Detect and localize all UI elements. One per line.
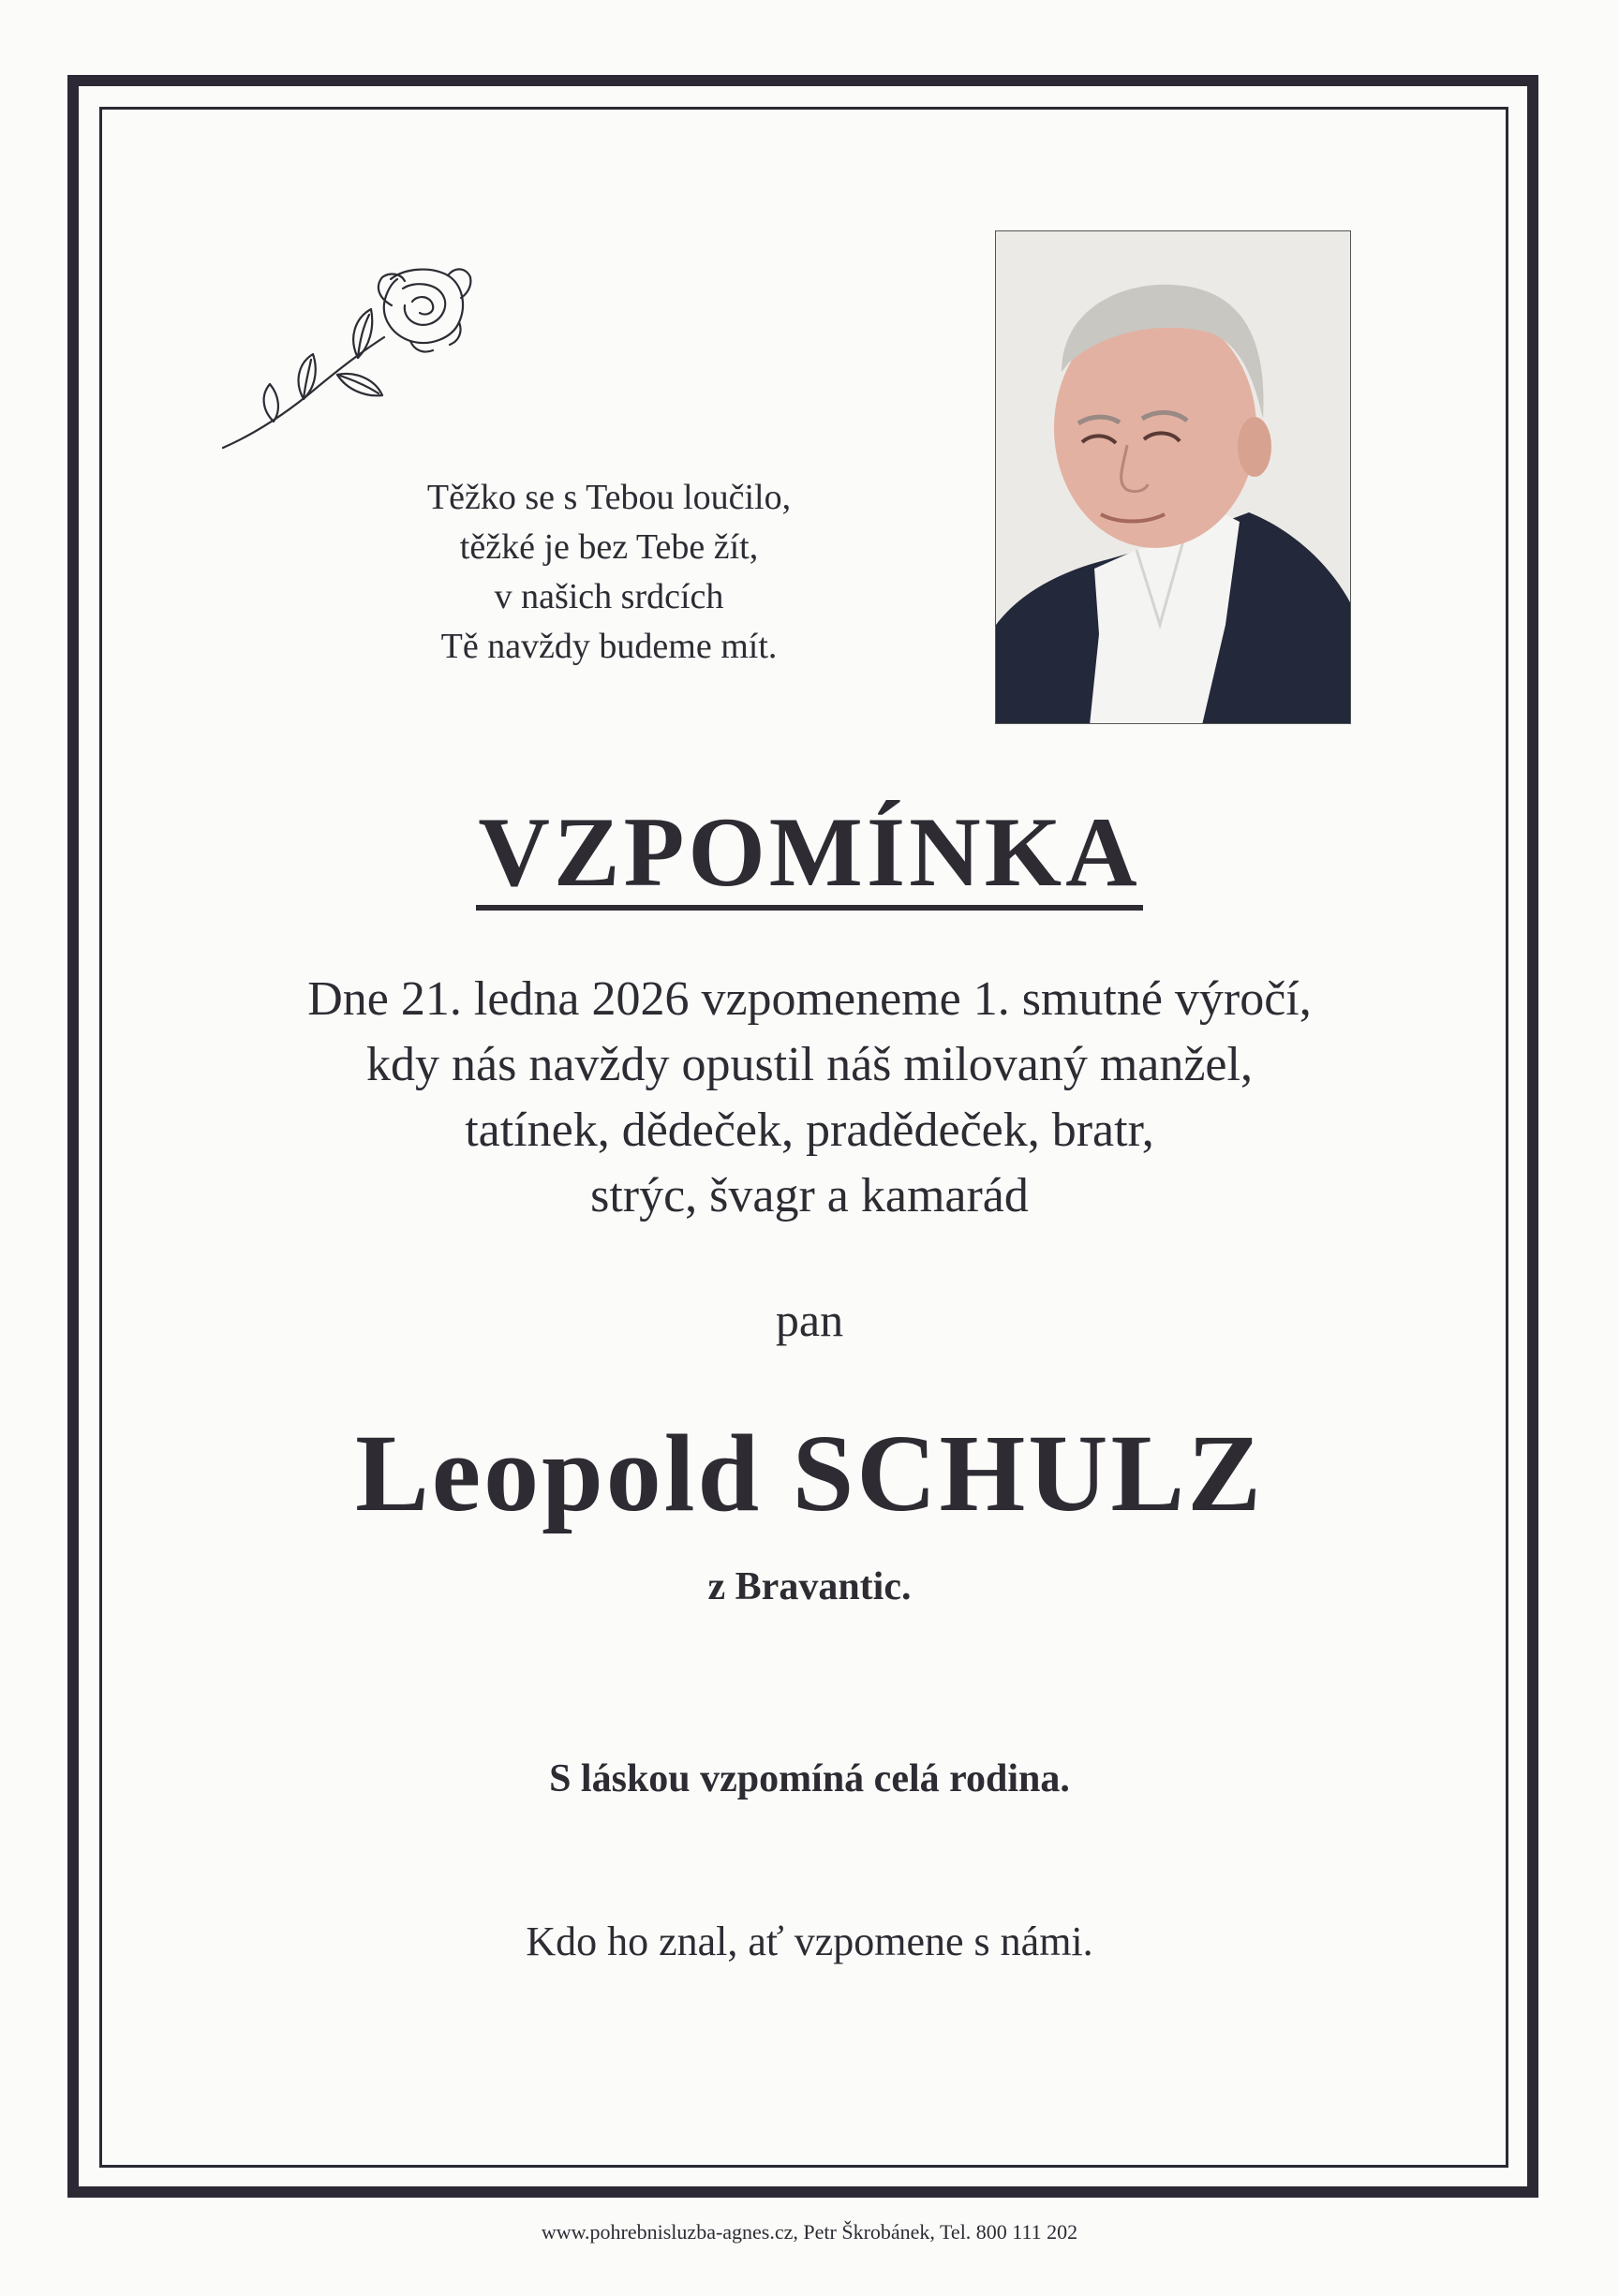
announcement-line: strýc, švagr a kamarád — [590, 1169, 1029, 1222]
announcement-text — [0, 967, 1619, 1229]
rose-icon — [217, 260, 480, 457]
closing-line: Kdo ho znal, ať vzpomene s námi. — [526, 1918, 1093, 1964]
verse — [347, 473, 871, 672]
verse-line: Těžko se s Tebou loučilo, — [426, 478, 792, 517]
verse-line: těžké je bez Tebe žít, — [459, 527, 759, 567]
origin-place: z Bravantic. — [707, 1565, 912, 1608]
announcement-line: tatínek, dědeček, pradědeček, bratr, — [465, 1104, 1154, 1157]
deceased-name: Leopold SCHULZ — [355, 1412, 1264, 1534]
announcement-line: kdy nás navždy opustil náš milovaný manžel, — [366, 1038, 1253, 1091]
title-word: pan — [775, 1294, 844, 1346]
family-line: S láskou vzpomíná celá rodina. — [549, 1757, 1070, 1800]
footer-contact: www.pohrebnisluzba-agnes.cz, Petr Škrobánek, Tel. 800 111 202 — [541, 2220, 1078, 2244]
heading-text: VZPOMÍNKA — [476, 806, 1142, 911]
verse-line: Tě navždy budeme mít. — [440, 627, 778, 666]
portrait-photo — [995, 230, 1351, 724]
announcement-line: Dne 21. ledna 2026 vzpomeneme 1. smutné výročí, — [307, 972, 1312, 1026]
verse-line: v našich srdcích — [494, 577, 724, 616]
heading — [0, 797, 1619, 911]
